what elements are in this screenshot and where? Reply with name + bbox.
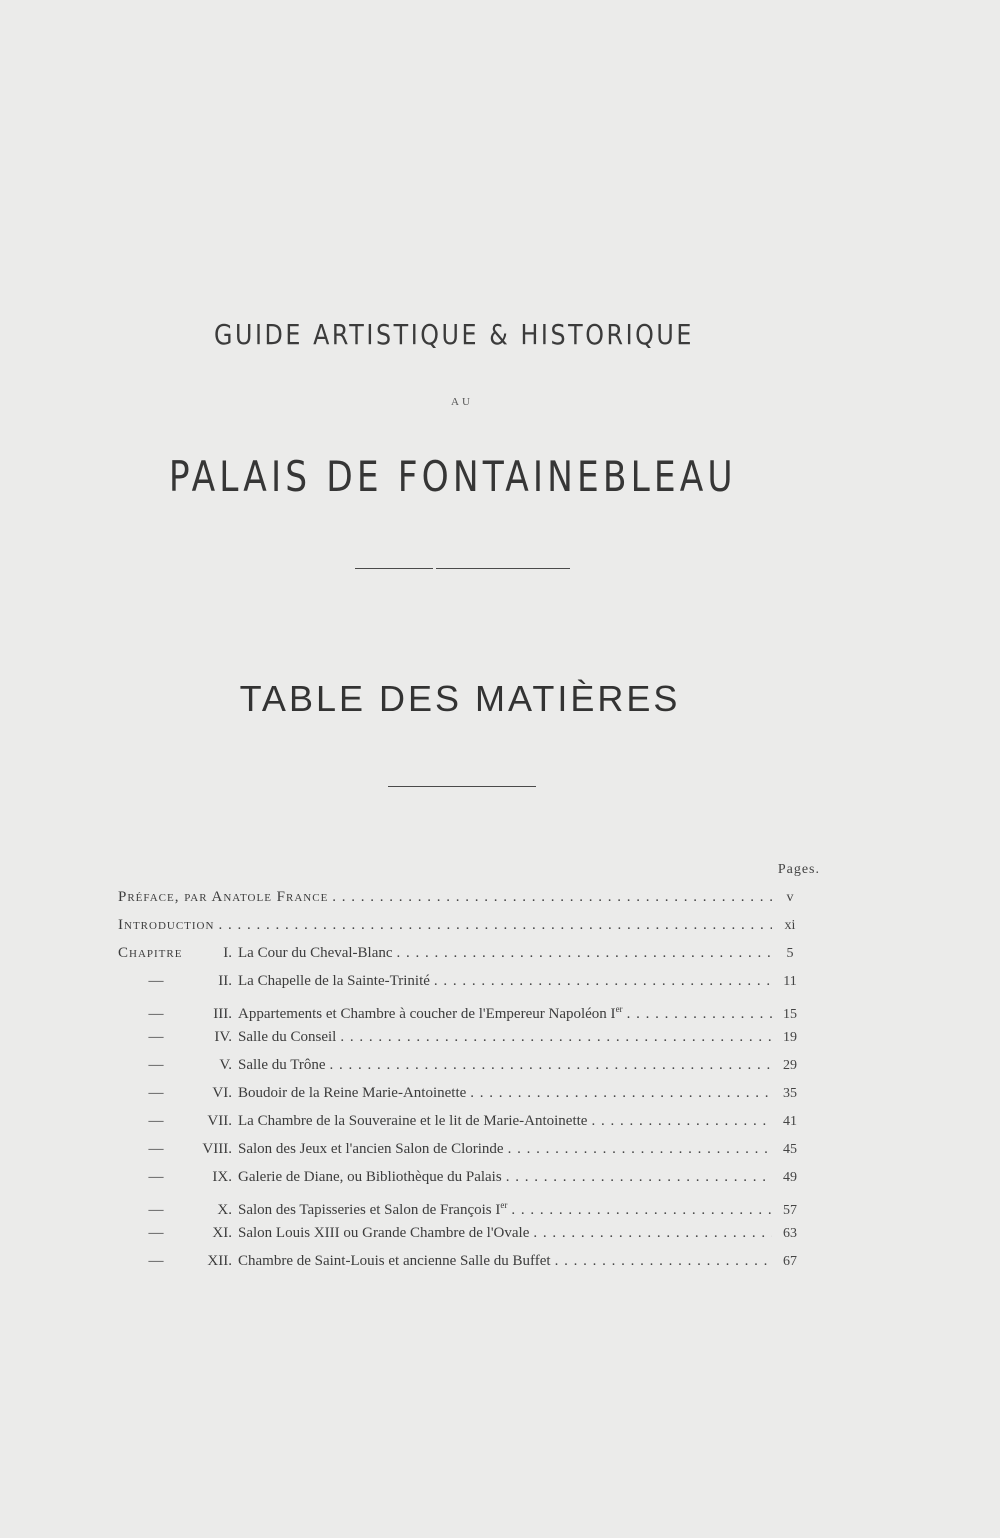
chapter-title-text: Salon Louis XIII ou Grande Chambre de l'Ovale xyxy=(238,1225,530,1241)
toc-page-number: 63 xyxy=(783,1226,797,1241)
chapter-title xyxy=(238,967,430,995)
toc-page-number: 57 xyxy=(783,1203,797,1218)
chapter-title xyxy=(238,1079,466,1107)
toc-page-number: 15 xyxy=(783,1007,797,1022)
toc-row-chapter xyxy=(118,1079,804,1107)
dot-leader xyxy=(533,1219,772,1247)
dot-leader xyxy=(340,1023,772,1051)
heading-divider xyxy=(388,786,536,787)
chapter-title-text: Salon des Tapisseries et Salon de François I xyxy=(238,1202,501,1218)
toc-row-chapter xyxy=(118,967,804,995)
dot-leader xyxy=(470,1079,772,1107)
toc-row-chapter xyxy=(118,939,804,967)
chapter-number: VII. xyxy=(207,1113,232,1129)
chapter-title xyxy=(238,1023,336,1051)
chapter-title xyxy=(238,1163,502,1191)
toc-row-chapter xyxy=(118,1219,804,1247)
book-title-line2: PALAIS DE FONTAINEBLEAU xyxy=(168,452,737,501)
toc-page-number: 49 xyxy=(783,1170,797,1185)
dot-leader xyxy=(506,1163,772,1191)
chapter-number: V. xyxy=(219,1057,232,1073)
toc-page-number: 5 xyxy=(786,946,794,961)
chapter-number: II. xyxy=(218,973,232,989)
chapter-number: III. xyxy=(213,1006,232,1022)
chapter-title-text: La Chambre de la Souveraine et le lit de Marie-Antoinette xyxy=(238,1113,588,1129)
chapter-title-text: La Cour du Cheval-Blanc xyxy=(238,945,393,961)
chapter-list xyxy=(118,939,804,1275)
chapter-title xyxy=(238,1219,529,1247)
ditto-dash: — xyxy=(148,1225,164,1241)
chapter-title-text: Appartements et Chambre à coucher de l'Empereur Napoléon I xyxy=(238,1006,616,1022)
chapter-number: VI. xyxy=(212,1085,232,1101)
toc-row-chapter xyxy=(118,1051,804,1079)
chapter-title-text: La Chapelle de la Sainte-Trinité xyxy=(238,973,430,989)
toc-page-number: 19 xyxy=(783,1030,797,1045)
toc-page-number: 41 xyxy=(783,1114,797,1129)
ditto-dash: — xyxy=(148,1113,164,1129)
dot-leader xyxy=(218,911,772,939)
title-connector: AU xyxy=(451,396,473,408)
toc-page-number: 45 xyxy=(783,1142,797,1157)
ditto-dash: — xyxy=(148,1006,164,1022)
book-title-line1: GUIDE ARTISTIQUE & HISTORIQUE xyxy=(213,318,694,351)
dot-leader xyxy=(434,967,772,995)
ditto-dash: — xyxy=(148,1029,164,1045)
toc-page-number: 29 xyxy=(783,1058,797,1073)
chapter-title-superscript: er xyxy=(500,1200,508,1210)
ditto-dash: — xyxy=(148,1085,164,1101)
toc-page-number: 35 xyxy=(783,1086,797,1101)
chapter-number: VIII. xyxy=(202,1141,232,1157)
toc-page-number: xi xyxy=(784,918,796,933)
chapter-number: XII. xyxy=(207,1253,232,1269)
ditto-dash: — xyxy=(148,1141,164,1157)
dot-leader xyxy=(508,1135,772,1163)
toc-row-chapter xyxy=(118,1107,804,1135)
chapter-number: IV. xyxy=(214,1029,232,1045)
chapter-number: X. xyxy=(217,1202,232,1218)
dot-leader xyxy=(591,1107,772,1135)
chapter-title-text: Boudoir de la Reine Marie-Antoinette xyxy=(238,1085,467,1101)
toc-row-chapter xyxy=(118,1135,804,1163)
ditto-dash: — xyxy=(148,973,164,989)
chapter-title xyxy=(238,1135,504,1163)
toc-row-chapter xyxy=(118,1163,804,1191)
chapter-title-text: Salon des Jeux et l'ancien Salon de Clorinde xyxy=(238,1141,504,1157)
chapter-number: IX. xyxy=(212,1169,232,1185)
ditto-dash: — xyxy=(148,1202,164,1218)
dot-leader xyxy=(332,883,772,911)
chapter-title xyxy=(238,1107,587,1135)
toc-heading: TABLE DES MATIÈRES xyxy=(239,678,681,719)
toc-entry-title: Préface, par Anatole France xyxy=(118,889,329,905)
chapter-number: I. xyxy=(223,945,232,961)
ditto-dash: — xyxy=(148,1253,164,1269)
chapter-label: Chapitre xyxy=(118,945,183,961)
toc-row-chapter xyxy=(118,1191,804,1219)
ditto-dash: — xyxy=(148,1057,164,1073)
chapter-number: XI. xyxy=(212,1225,232,1241)
dot-leader xyxy=(330,1051,772,1079)
chapter-title-text: Salle du Conseil xyxy=(238,1029,337,1045)
chapter-title-text: Galerie de Diane, ou Bibliothèque du Palais xyxy=(238,1169,502,1185)
toc-page-number: 11 xyxy=(783,974,797,989)
chapter-title xyxy=(238,939,393,967)
chapter-title-text: Salle du Trône xyxy=(238,1057,326,1073)
ditto-dash: — xyxy=(148,1169,164,1185)
toc-page-number: v xyxy=(786,890,794,905)
toc-row-chapter xyxy=(118,1247,804,1275)
chapter-title xyxy=(238,1247,551,1275)
toc-row-chapter xyxy=(118,995,804,1023)
table-of-contents xyxy=(118,883,804,1275)
toc-row-introduction xyxy=(118,911,804,939)
chapter-title-superscript: er xyxy=(615,1004,623,1014)
toc-page-number: 67 xyxy=(783,1254,797,1269)
dot-leader xyxy=(555,1247,772,1275)
chapter-title-text: Chambre de Saint-Louis et ancienne Salle du Buffet xyxy=(238,1253,551,1269)
title-divider xyxy=(355,568,570,569)
toc-row-preface xyxy=(118,883,804,911)
toc-entry-title: Introduction xyxy=(118,917,215,933)
toc-row-chapter xyxy=(118,1023,804,1051)
chapter-title xyxy=(238,1051,326,1079)
pages-column-label: Pages. xyxy=(777,862,820,877)
dot-leader xyxy=(397,939,772,967)
